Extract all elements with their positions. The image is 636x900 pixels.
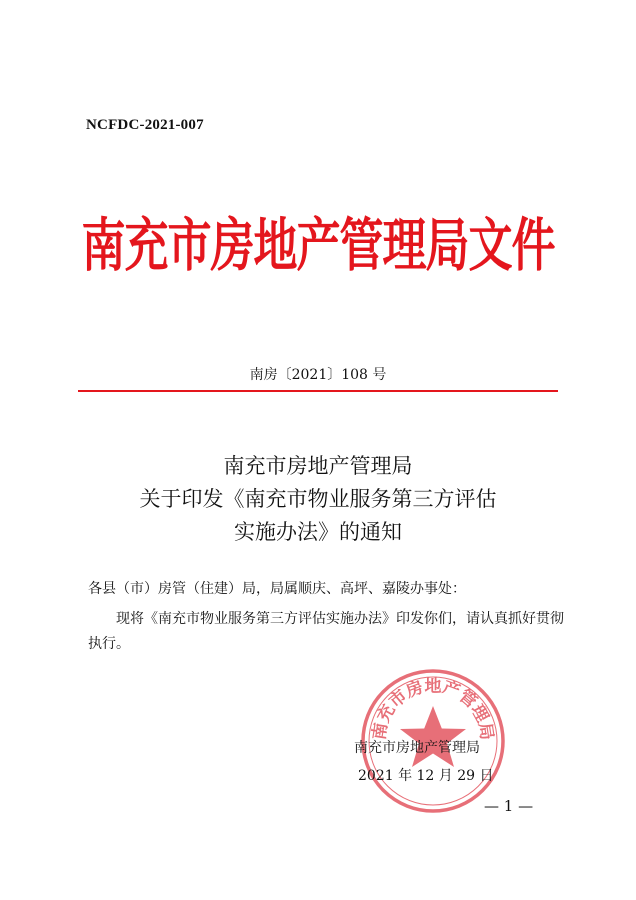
title-line-2: 关于印发《南充市物业服务第三方评估: [139, 487, 497, 511]
title-line-3: 实施办法》的通知: [234, 520, 402, 544]
red-divider-line: [78, 390, 558, 392]
masthead-title: 南充市房地产管理局文件: [81, 213, 555, 280]
issuer-name: 南充市房地产管理局: [354, 740, 480, 756]
notice-title: [0, 450, 636, 549]
page-number: — 1 —: [484, 797, 534, 815]
document-code: NCFDC-2021-007: [86, 117, 204, 133]
document-number: 南房〔2021〕108 号: [249, 367, 387, 383]
seal-text: 南充市房地产管理局: [369, 676, 497, 742]
issue-date: 2021 年 12 月 29 日: [358, 768, 494, 784]
addressee-line: 各县（市）房管（住建）局，局属顺庆、高坪、嘉陵办事处：: [88, 581, 466, 597]
body-paragraph: 现将《南充市物业服务第三方评估实施办法》印发你们，请认真抓好贯彻执行。: [88, 611, 564, 652]
title-line-1: 南充市房地产管理局: [223, 454, 413, 478]
